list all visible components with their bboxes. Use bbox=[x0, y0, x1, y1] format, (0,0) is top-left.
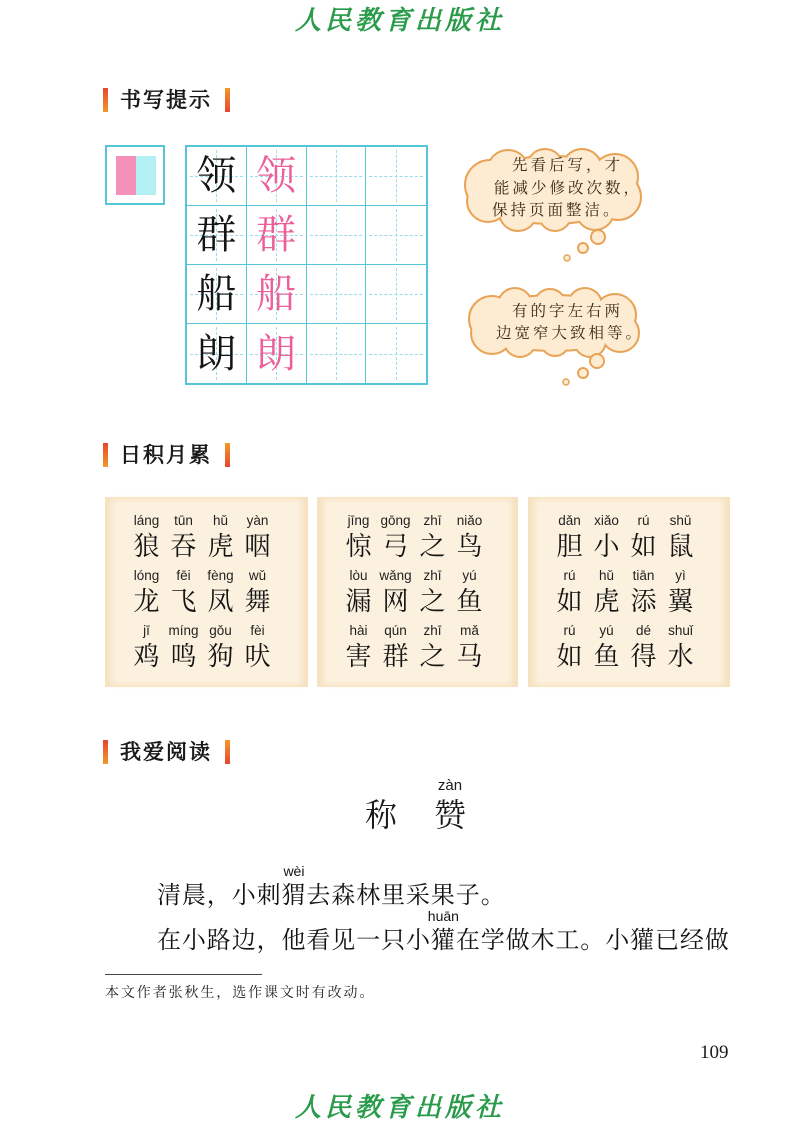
hanzi: 水 bbox=[667, 642, 694, 672]
model-character: 领 bbox=[196, 153, 237, 199]
hanzi: 惊 bbox=[345, 532, 372, 562]
pinyin: yì bbox=[675, 568, 686, 583]
footnote-divider bbox=[105, 974, 262, 975]
empty-grid-cell bbox=[307, 265, 367, 324]
idiom-char-cell bbox=[451, 622, 488, 672]
pinyin: qún bbox=[384, 623, 407, 638]
bubble-text-line: 有的字左右两 bbox=[512, 302, 624, 320]
pinyin: jīng bbox=[347, 513, 370, 528]
hanzi: 马 bbox=[456, 642, 483, 672]
pinyin: gǒu bbox=[209, 623, 232, 638]
idiom-row bbox=[551, 622, 699, 672]
idiom-char-cell bbox=[551, 567, 588, 617]
empty-grid-cell bbox=[307, 206, 367, 265]
idiom-row bbox=[340, 622, 488, 672]
hanzi: 飞 bbox=[170, 587, 197, 617]
title-hanzi: 称 bbox=[365, 796, 398, 834]
title-pinyin: zàn bbox=[437, 777, 463, 794]
idiom-char-cell bbox=[662, 567, 699, 617]
pinyin: mǎ bbox=[460, 623, 479, 638]
publisher-logo-top: 人民教育出版社 bbox=[294, 6, 505, 36]
empty-grid-cell bbox=[366, 206, 426, 265]
annotated-character bbox=[281, 863, 307, 909]
idiom-char-cell bbox=[451, 567, 488, 617]
hanzi: 之 bbox=[419, 587, 446, 617]
hanzi: 吠 bbox=[244, 642, 271, 672]
idiom-char-cell bbox=[588, 567, 625, 617]
model-character: 群 bbox=[196, 212, 237, 258]
thought-bubble-tip-1 bbox=[460, 145, 650, 270]
text-segment: 在小路边，他看见一只小 bbox=[157, 926, 431, 954]
bubble-trail-dot bbox=[563, 379, 569, 385]
empty-grid-cell bbox=[307, 147, 367, 206]
hanzi: 吞 bbox=[170, 532, 197, 562]
idiom-row bbox=[340, 512, 488, 562]
idiom-char-cell bbox=[662, 622, 699, 672]
section-marker-left bbox=[103, 88, 108, 112]
bubble-text-line: 保持页面整洁。 bbox=[492, 201, 622, 219]
idiom-char-cell bbox=[340, 512, 377, 562]
hanzi: 凤 bbox=[207, 587, 234, 617]
text-segment: 去森林里采果子。 bbox=[306, 881, 506, 909]
idiom-char-cell bbox=[239, 567, 276, 617]
section-title: 我爱阅读 bbox=[120, 740, 212, 764]
story-title bbox=[365, 777, 467, 834]
idiom-char-cell bbox=[625, 567, 662, 617]
hanzi: 狗 bbox=[207, 642, 234, 672]
text-segment: 獾 bbox=[430, 926, 456, 954]
bubble-trail-dot bbox=[591, 230, 605, 244]
hanzi: 胆 bbox=[556, 532, 583, 562]
pinyin: wǎng bbox=[379, 568, 412, 583]
pinyin: tiān bbox=[632, 568, 655, 583]
idiom-row bbox=[128, 512, 276, 562]
pinyin-annotation: wèi bbox=[283, 863, 305, 879]
section-header-reading bbox=[103, 739, 230, 765]
pinyin: yú bbox=[462, 568, 477, 583]
section-marker-left bbox=[103, 443, 108, 467]
pinyin: fèi bbox=[250, 623, 265, 638]
idiom-row bbox=[128, 622, 276, 672]
idiom-char-cell bbox=[128, 512, 165, 562]
pinyin: rú bbox=[563, 568, 576, 583]
hanzi: 虎 bbox=[207, 532, 234, 562]
idiom-char-cell bbox=[551, 512, 588, 562]
pinyin: fèng bbox=[207, 568, 234, 583]
section-marker-right bbox=[225, 443, 230, 467]
hanzi: 漏 bbox=[345, 587, 372, 617]
idiom-char-cell bbox=[662, 512, 699, 562]
pinyin: míng bbox=[168, 623, 199, 638]
pinyin: lóng bbox=[133, 568, 160, 583]
pinyin: fēi bbox=[176, 568, 191, 583]
model-character: 朗 bbox=[196, 330, 237, 377]
idiom-char-cell bbox=[202, 512, 239, 562]
section-title: 日积月累 bbox=[120, 443, 212, 467]
bubble-trail-dot bbox=[578, 243, 588, 253]
title-hanzi: 赞 bbox=[434, 796, 467, 834]
hanzi: 群 bbox=[382, 642, 409, 672]
pinyin: rú bbox=[637, 513, 650, 528]
idiom-char-cell bbox=[551, 622, 588, 672]
grid-cell bbox=[187, 206, 247, 265]
idiom-char-cell bbox=[414, 622, 451, 672]
pink-swatch bbox=[116, 156, 136, 195]
paragraph-line-2 bbox=[157, 908, 730, 955]
bubble-trail-dot bbox=[578, 368, 588, 378]
section-marker-right bbox=[225, 740, 230, 764]
traced-character: 领 bbox=[256, 153, 297, 199]
bubble-text-line: 能减少修改次数， bbox=[494, 179, 643, 197]
grid-cell bbox=[247, 265, 307, 324]
pinyin: yú bbox=[599, 623, 614, 638]
bubble-text-line: 先看后写，才 bbox=[512, 156, 624, 174]
pinyin: jī bbox=[143, 623, 150, 638]
hanzi: 龙 bbox=[133, 587, 160, 617]
pinyin: shuǐ bbox=[668, 623, 693, 638]
pinyin: niǎo bbox=[456, 513, 483, 528]
idiom-char-cell bbox=[377, 567, 414, 617]
idiom-char-cell bbox=[165, 512, 202, 562]
hanzi: 如 bbox=[556, 587, 583, 617]
pinyin: hài bbox=[349, 623, 368, 638]
pinyin: xiǎo bbox=[594, 513, 619, 528]
hanzi: 舞 bbox=[244, 587, 271, 617]
section-marker-left bbox=[103, 740, 108, 764]
idiom-card-1 bbox=[105, 497, 308, 687]
idiom-char-cell bbox=[128, 567, 165, 617]
grid-cell bbox=[247, 147, 307, 206]
grid-cell bbox=[187, 324, 247, 383]
idiom-char-cell bbox=[377, 622, 414, 672]
empty-grid-cell bbox=[366, 324, 426, 383]
tianzige-practice-grid bbox=[185, 145, 428, 385]
pinyin: gōng bbox=[380, 513, 411, 528]
idiom-char-cell bbox=[128, 622, 165, 672]
pinyin: zhī bbox=[423, 568, 442, 583]
pinyin: hǔ bbox=[598, 568, 615, 583]
hanzi: 鱼 bbox=[593, 642, 620, 672]
title-character bbox=[434, 777, 467, 834]
section-header-writing-tips bbox=[103, 87, 230, 113]
grid-cell bbox=[247, 206, 307, 265]
idiom-char-cell bbox=[340, 622, 377, 672]
section-header-idioms bbox=[103, 442, 230, 468]
color-key-icon bbox=[105, 145, 165, 205]
idiom-char-cell bbox=[239, 512, 276, 562]
footnote: 本文作者张秋生，选作课文时有改动。 bbox=[105, 985, 376, 1001]
hanzi: 添 bbox=[630, 587, 657, 617]
pinyin: tūn bbox=[174, 513, 193, 528]
idiom-char-cell bbox=[451, 512, 488, 562]
hanzi: 鸣 bbox=[170, 642, 197, 672]
section-title: 书写提示 bbox=[120, 88, 212, 112]
hanzi: 鱼 bbox=[456, 587, 483, 617]
hanzi: 之 bbox=[419, 532, 446, 562]
idiom-card-3 bbox=[528, 497, 730, 687]
paragraph-line-1 bbox=[157, 863, 506, 910]
idiom-char-cell bbox=[588, 622, 625, 672]
hanzi: 如 bbox=[556, 642, 583, 672]
pinyin: zhī bbox=[423, 623, 442, 638]
grid-cell bbox=[187, 147, 247, 206]
hanzi: 如 bbox=[630, 532, 657, 562]
section-marker-right bbox=[225, 88, 230, 112]
hanzi: 鸟 bbox=[456, 532, 483, 562]
traced-character: 群 bbox=[256, 212, 297, 258]
idiom-char-cell bbox=[414, 567, 451, 617]
pinyin: hǔ bbox=[212, 513, 229, 528]
pinyin: dǎn bbox=[558, 513, 581, 528]
hanzi: 害 bbox=[345, 642, 372, 672]
pinyin: wǔ bbox=[248, 568, 267, 583]
hanzi: 网 bbox=[382, 587, 409, 617]
bubble-trail-dot bbox=[564, 255, 570, 261]
text-segment: 猬 bbox=[281, 881, 307, 909]
idiom-card-2 bbox=[317, 497, 518, 687]
idiom-row bbox=[551, 567, 699, 617]
idiom-char-cell bbox=[414, 512, 451, 562]
hanzi: 得 bbox=[630, 642, 657, 672]
hanzi: 之 bbox=[419, 642, 446, 672]
hanzi: 狼 bbox=[133, 532, 160, 562]
idiom-char-cell bbox=[625, 512, 662, 562]
idiom-char-cell bbox=[340, 567, 377, 617]
cyan-swatch bbox=[136, 156, 156, 195]
idiom-row bbox=[340, 567, 488, 617]
bubble-trail-dot bbox=[590, 354, 604, 368]
hanzi: 咽 bbox=[244, 532, 271, 562]
pinyin-annotation: huān bbox=[427, 908, 459, 924]
annotated-character bbox=[427, 908, 459, 954]
idiom-char-cell bbox=[202, 567, 239, 617]
traced-character: 船 bbox=[256, 271, 297, 317]
grid-cell bbox=[247, 324, 307, 383]
grid-cell bbox=[187, 265, 247, 324]
text-segment: 清晨，小刺 bbox=[157, 881, 282, 909]
pinyin: lòu bbox=[349, 568, 368, 583]
idiom-row bbox=[551, 512, 699, 562]
pinyin: shǔ bbox=[669, 513, 692, 528]
pinyin: láng bbox=[133, 513, 160, 528]
idiom-char-cell bbox=[165, 622, 202, 672]
traced-character: 朗 bbox=[256, 330, 297, 377]
pinyin: rú bbox=[563, 623, 576, 638]
idiom-char-cell bbox=[377, 512, 414, 562]
hanzi: 弓 bbox=[382, 532, 409, 562]
pinyin: zhī bbox=[423, 513, 442, 528]
idiom-char-cell bbox=[202, 622, 239, 672]
publisher-logo-bottom: 人民教育出版社 bbox=[294, 1093, 505, 1123]
idiom-char-cell bbox=[165, 567, 202, 617]
empty-grid-cell bbox=[366, 147, 426, 206]
hanzi: 翼 bbox=[667, 587, 694, 617]
idiom-row bbox=[128, 567, 276, 617]
idiom-char-cell bbox=[588, 512, 625, 562]
idiom-char-cell bbox=[625, 622, 662, 672]
hanzi: 鸡 bbox=[133, 642, 160, 672]
empty-grid-cell bbox=[307, 324, 367, 383]
bubble-text-line: 边宽窄大致相等。 bbox=[496, 324, 645, 342]
hanzi: 虎 bbox=[593, 587, 620, 617]
page-number: 109 bbox=[700, 1042, 729, 1063]
pinyin: yàn bbox=[246, 513, 269, 528]
hanzi: 小 bbox=[593, 532, 620, 562]
title-character bbox=[365, 797, 397, 833]
model-character: 船 bbox=[196, 271, 237, 317]
idiom-char-cell bbox=[239, 622, 276, 672]
hanzi: 鼠 bbox=[667, 532, 694, 562]
thought-bubble-tip-2 bbox=[460, 285, 650, 395]
text-segment: 在学做木工。小獾已经做 bbox=[455, 926, 730, 954]
pinyin: dé bbox=[635, 623, 652, 638]
empty-grid-cell bbox=[366, 265, 426, 324]
